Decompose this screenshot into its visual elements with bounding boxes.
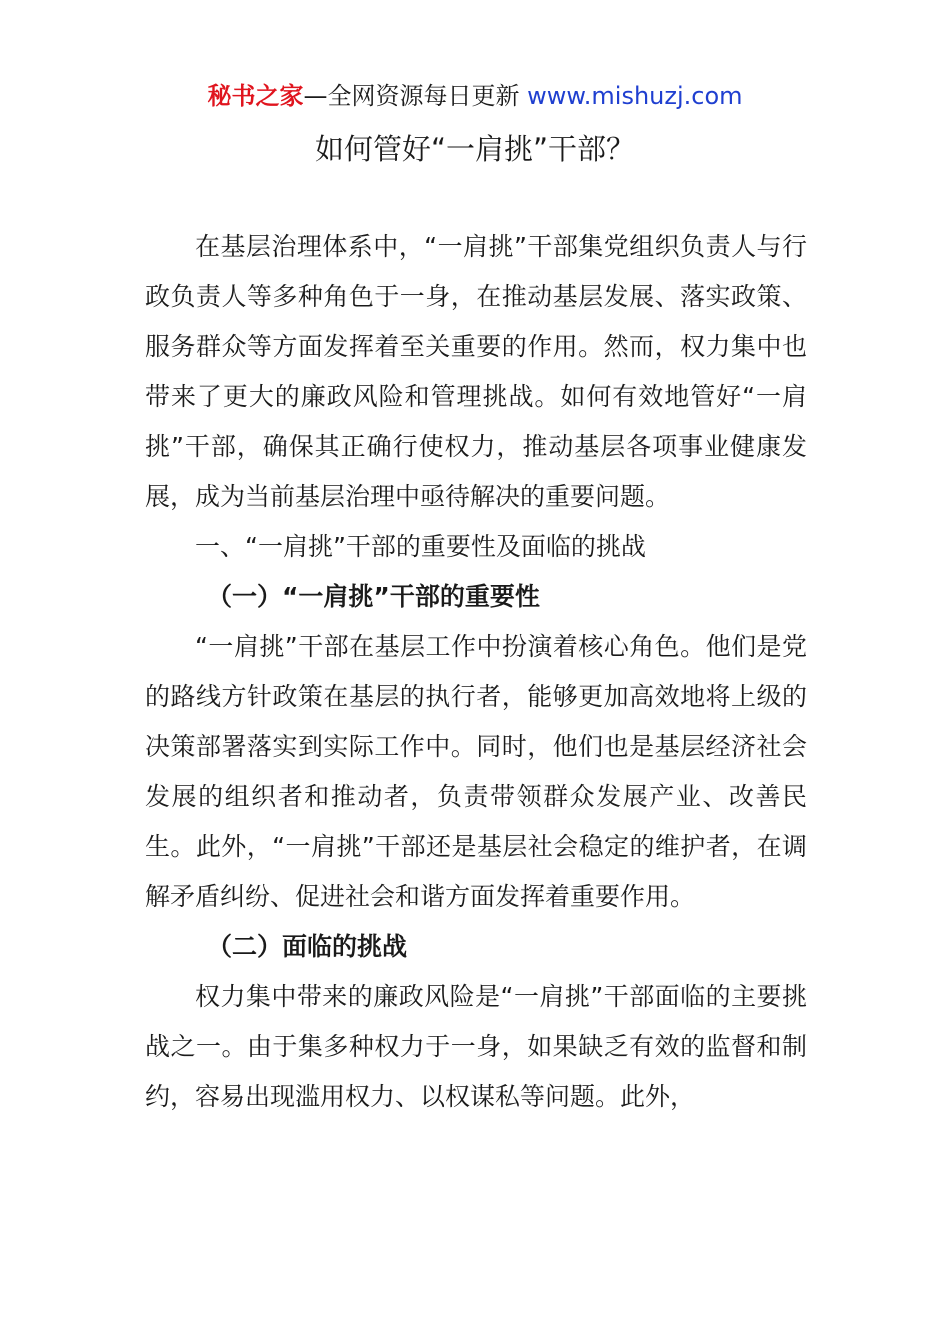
subsection-heading: （一）“一肩挑”干部的重要性	[207, 582, 540, 611]
intro-paragraph: 在基层治理体系中，“一肩挑”干部集党组织负责人与行政负责人等多种角色于一身，在推动基层发展、落实政策、服务群众等方面发挥着至关重要的作用。然而，权力集中也带来了更大的廉政风险和管理挑战。如何有效地管好“一肩挑”干部，确保其正确行使权力，推动基层各项事业健康发展，成为当前基层治理中亟待解决的重要问题。	[145, 232, 807, 511]
site-slogan: —全网资源每日更新	[303, 82, 520, 110]
site-header	[0, 80, 950, 112]
subsection-heading: （二）面临的挑战	[207, 932, 408, 961]
brand-name: 秘书之家	[207, 82, 304, 110]
body-paragraph: 权力集中带来的廉政风险是“一肩挑”干部面临的主要挑战之一。由于集多种权力于一身，如果缺乏有效的监督和制约，容易出现滥用权力、以权谋私等问题。此外，	[145, 982, 807, 1111]
section-heading: 一、“一肩挑”干部的重要性及面临的挑战	[195, 532, 646, 561]
document-body	[145, 222, 807, 1122]
site-url[interactable]: www.mishuzj.com	[527, 82, 743, 110]
document-title: 如何管好“一肩挑”干部？	[314, 132, 636, 166]
body-paragraph: “一肩挑”干部在基层工作中扮演着核心角色。他们是党的路线方针政策在基层的执行者，能够更加高效地将上级的决策部署落实到实际工作中。同时，他们也是基层经济社会发展的组织者和推动者，负责带领群众发展产业、改善民生。此外，“一肩挑”干部还是基层社会稳定的维护者，在调解矛盾纠纷、促进社会和谐方面发挥着重要作用。	[145, 632, 807, 911]
